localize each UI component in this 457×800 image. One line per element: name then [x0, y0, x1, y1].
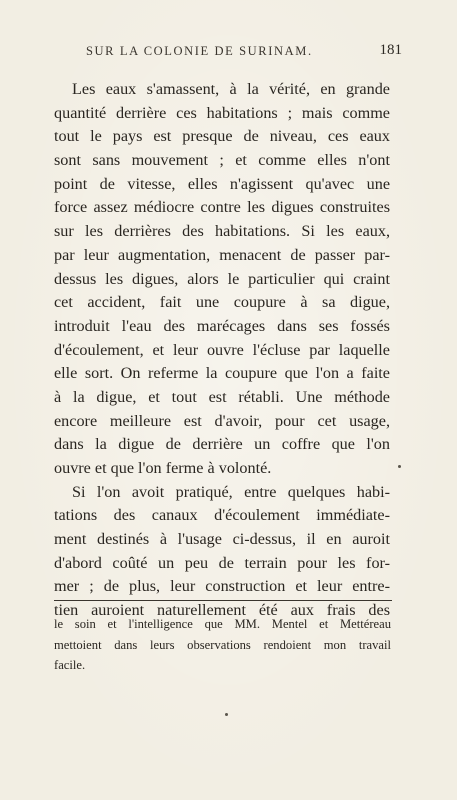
- text-line: force assez médiocre contre les digues construites: [54, 198, 390, 217]
- text-line: mer ; de plus, leur construction et leur entre-: [54, 577, 390, 596]
- footnote-line: facile.: [54, 658, 86, 672]
- text-line: encore meilleure est d'avoir, pour cet usage,: [54, 411, 390, 430]
- footnote-rule: [54, 600, 392, 601]
- text-line: à la digue, et tout est rétabli. Une méthode: [54, 387, 390, 406]
- text-line: ouvre et que l'on ferme à volonté.: [54, 459, 272, 477]
- text-line: Les eaux s'amassent, à la vérité, en grande: [72, 80, 390, 98]
- text-line: tations des canaux d'écoulement immédiate-: [54, 506, 390, 525]
- text-line: ment destinés à l'usage ci-dessus, il en auroit: [54, 530, 390, 549]
- running-head: SUR LA COLONIE DE SURINAM.: [86, 44, 313, 58]
- text-line: sur les derrières des habitations. Si les eaux,: [54, 222, 390, 241]
- text-line: introduit l'eau des marécages dans ses fossés: [54, 316, 390, 335]
- text-line: tien auroient naturellement été aux frais des: [54, 601, 390, 620]
- text-line: dans la digue de derrière un coffre que l'on: [54, 435, 390, 454]
- footnote-line: le soin et l'intelligence que MM. Mentel et Mettéreau: [54, 617, 391, 631]
- text-line: d'écoulement, et leur ouvre l'écluse par laquelle: [54, 340, 390, 359]
- body-text: [54, 78, 390, 623]
- text-line: par leur augmentation, menacent de passer par-: [54, 245, 390, 264]
- text-line: tout le pays est presque de niveau, ces eaux: [54, 127, 390, 146]
- text-line: elle sort. On referme la coupure que l'on a faite: [54, 364, 390, 383]
- text-line: quantité derrière ces habitations ; mais comme: [54, 103, 390, 122]
- paper-speck: [225, 713, 228, 716]
- footnote-line: mettoient dans leurs observations rendoient mon travail: [54, 637, 391, 652]
- text-line: point de vitesse, elles n'agissent qu'avec une: [54, 174, 390, 193]
- text-line: Si l'on avoit pratiqué, entre quelques habi-: [72, 482, 390, 501]
- text-line: cet accident, fait une coupure à sa digue,: [54, 293, 390, 312]
- footnote: [54, 614, 391, 676]
- text-line: d'abord coûté un peu de terrain pour les for-: [54, 553, 390, 572]
- text-line: dessus les digues, alors le particulier qui craint: [54, 269, 390, 288]
- page-number: 181: [379, 42, 402, 58]
- paper-speck: [398, 465, 401, 468]
- text-line: sont sans mouvement ; et comme elles n'ont: [54, 151, 390, 170]
